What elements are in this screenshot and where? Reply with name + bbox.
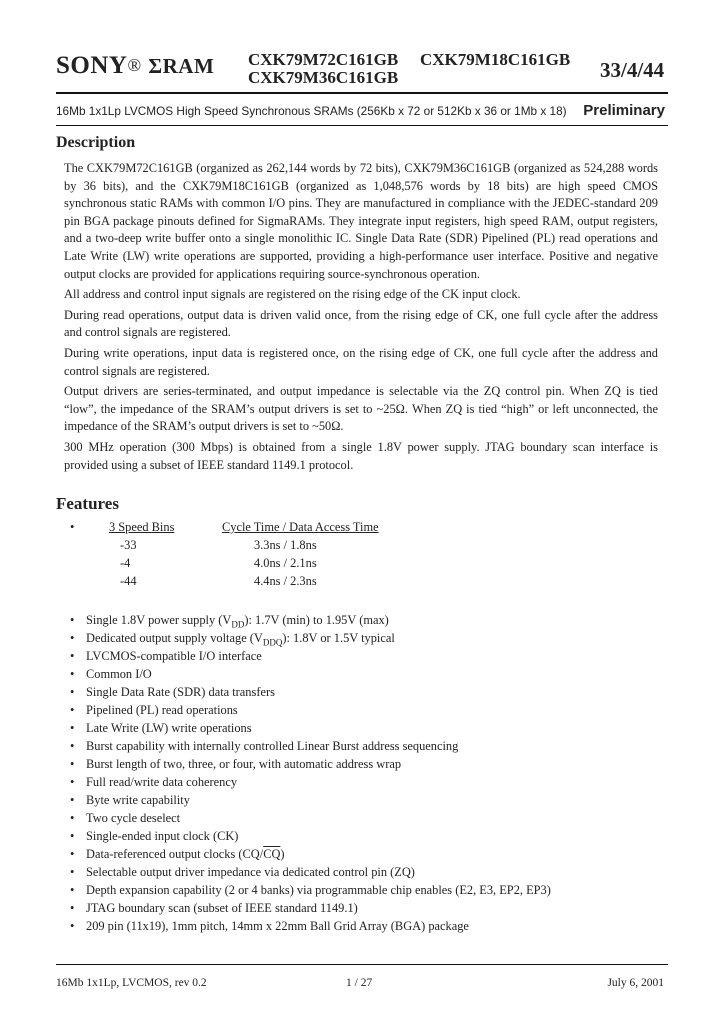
feature-item: • Burst capability with internally controlled Linear Burst address sequencing <box>56 737 656 755</box>
timing-value: 4.0ns / 2.1ns <box>254 556 317 570</box>
speed-bin-row <box>56 538 656 556</box>
feature-item: • Two cycle deselect <box>56 809 656 827</box>
feature-item: • Byte write capability <box>56 791 656 809</box>
status-label: Preliminary <box>583 102 665 119</box>
bin-value: -44 <box>120 574 137 588</box>
footer-rule <box>56 964 668 965</box>
feature-item: • Depth expansion capability (2 or 4 banks) via programmable chip enables (E2, E3, EP2, EP3) <box>56 881 656 899</box>
page-number: 1 / 27 <box>346 977 373 989</box>
registered-mark: ® <box>127 55 142 75</box>
description-paragraph: During read operations, output data is driven valid once, from the rising edge of CK, one full cycle after the address and control signals are registered. <box>64 307 658 340</box>
product-family: ΣRAM <box>148 54 215 78</box>
speed-bins-header <box>56 520 656 538</box>
description-paragraph: The CXK79M72C161GB (organized as 262,144 words by 72 bits), CXK79M36C161GB (organized as 524,288 words by 36 bits), and the CXK79M18C161GB (organized as 1,048,576 words by 18 bits) are high speed CMOS synchronous static RAMs with common I/O pins. They are manufactured in compliance with the JEDEC-standard 209 pin BGA package pinouts defined for SigmaRAMs. They integrate input registers, high speed RAM, output registers, and a two-deep write buffer onto a single monolithic IC. Single Data Rate (SDR) Pipelined (PL) read operations and Late Write (LW) write operations are supported, providing a high-performance user interface. Positive and negative output clocks are provided for applications requiring source-synchronous operation. <box>64 161 658 281</box>
feature-item: • Common I/O <box>56 665 656 683</box>
subtitle-rule <box>56 125 668 126</box>
feature-item: • Single Data Rate (SDR) data transfers <box>56 683 656 701</box>
footer-doc-id: 16Mb 1x1Lp, LVCMOS, rev 0.2 <box>56 977 207 989</box>
timing-value: 3.3ns / 1.8ns <box>254 538 317 552</box>
description-heading: Description <box>56 134 136 151</box>
footer-date: July 6, 2001 <box>607 977 664 989</box>
feature-item: • LVCMOS-compatible I/O interface <box>56 647 656 665</box>
brand-name: SONY <box>56 52 128 79</box>
features-heading: Features <box>56 494 119 513</box>
feature-item: • Burst length of two, three, or four, with automatic address wrap <box>56 755 656 773</box>
description-body <box>64 160 658 477</box>
document-subtitle: 16Mb 1x1Lp LVCMOS High Speed Synchronous SRAMs (256Kb x 72 or 512Kb x 36 or 1Mb x 18) <box>56 104 567 118</box>
speed-bin-row <box>56 556 656 574</box>
part-number-2: CXK79M18C161GB <box>420 50 571 69</box>
feature-item: • Single-ended input clock (CK) <box>56 827 656 845</box>
bullet: • <box>70 520 75 534</box>
bins-column-header: 3 Speed Bins <box>109 520 175 534</box>
feature-item: • JTAG boundary scan (subset of IEEE standard 1149.1) <box>56 899 656 917</box>
description-paragraph: All address and control input signals are registered on the rising edge of the CK input clock. <box>64 287 521 302</box>
feature-item: • Late Write (LW) write operations <box>56 719 656 737</box>
description-paragraph: During write operations, input data is registered once, on the rising edge of CK, one full cycle after the address and control signals are registered. <box>64 345 658 378</box>
timing-value: 4.4ns / 2.3ns <box>254 574 317 588</box>
bin-value: -4 <box>120 556 131 570</box>
feature-item: • 209 pin (11x19), 1mm pitch, 14mm x 22mm Ball Grid Array (BGA) package <box>56 917 656 935</box>
sony-logo <box>56 52 214 80</box>
feature-item: • Pipelined (PL) read operations <box>56 701 656 719</box>
speed-bins-table <box>56 520 656 592</box>
header-rule <box>56 92 668 94</box>
bin-value: -33 <box>120 538 137 552</box>
feature-item: • Selectable output driver impedance via dedicated control pin (ZQ) <box>56 863 656 881</box>
feature-item-power-supply: • Single 1.8V power supply $(V_{DD})$: 1.7V (min) to 1.95V (max) <box>56 611 656 629</box>
speed-bin-row <box>56 574 656 592</box>
description-paragraph: Output drivers are series-terminated, and output impedance is selectable via the ZQ control pin. When ZQ is tied “low”, the impedance of the SRAM’s output drivers is set to ~25Ω. When ZQ is tied “high” or left unconnected, the impedance of the SRAM’s output drivers is set to ~50Ω. <box>64 384 658 434</box>
part-number-1: CXK79M72C161GB <box>248 50 399 69</box>
timing-column-header: Cycle Time / Data Access Time <box>222 520 379 534</box>
description-paragraph: 300 MHz operation (300 Mbps) is obtained from a single 1.8V power supply. JTAG boundary scan interface is provided using a subset of IEEE standard 1149.1 protocol. <box>64 439 658 472</box>
feature-item: • Full read/write data coherency <box>56 773 656 791</box>
feature-item-output-clocks: • Data-referenced output clocks $(CQ/\overline{CQ})$ <box>56 845 656 863</box>
feature-item-output-supply: • Dedicated output supply voltage $(V_{DDQ})$: 1.8V or 1.5V typical <box>56 629 656 647</box>
part-number-3: CXK79M36C161GB <box>248 68 399 87</box>
speed-bins-label: 33/4/44 <box>600 58 665 82</box>
features-list <box>56 611 656 935</box>
